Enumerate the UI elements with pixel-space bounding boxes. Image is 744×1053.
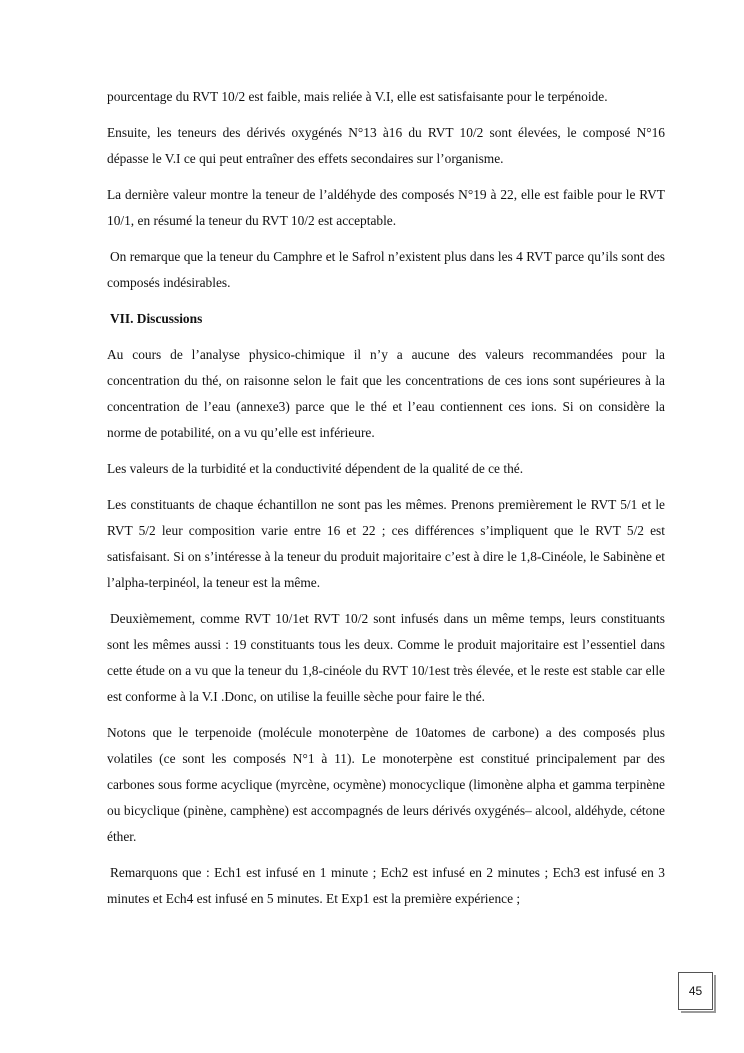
page-number (678, 972, 713, 1010)
paragraph: Ensuite, les teneurs des dérivés oxygénés N°13 à16 du RVT 10/2 sont élevées, le composé N°16 dépasse le V.I ce qui peut entraîner des effets secondaires sur l’organisme. (107, 125, 665, 166)
paragraph: pourcentage du RVT 10/2 est faible, mais reliée à V.I, elle est satisfaisante pour le terpénoide. (107, 89, 608, 104)
paragraph: Les valeurs de la turbidité et la conductivité dépendent de la qualité de ce thé. (107, 461, 524, 476)
paragraph: Remarquons que : Ech1 est infusé en 1 minute ; Ech2 est infusé en 2 minutes ; Ech3 est infusé en 3 minutes et Ech4 est infusé en 5 minutes. Et Exp1 est la première expérience ; (107, 865, 665, 906)
paragraph: La dernière valeur montre la teneur de l’aldéhyde des composés N°19 à 22, elle est faible pour le RVT 10/1, en résumé la teneur du RVT 10/2 est acceptable. (107, 187, 665, 228)
paragraph: Au cours de l’analyse physico-chimique il n’y a aucune des valeurs recommandées pour la concentration du thé, on raisonne selon le fait que les concentrations de ces ions sont supérieures à la concentration de l’eau (annexe3) parce que le thé et l’eau contiennent ces ions. Si on considère la norme de potabilité, on a vu qu’elle est inférieure. (107, 347, 665, 440)
page-number-label: 45 (688, 984, 703, 998)
section-heading: VII. Discussions (110, 311, 203, 326)
paragraph: Notons que le terpenoide (molécule monoterpène de 10atomes de carbone) a des composés plus volatiles (ce sont les composés N°1 à 11). Le monoterpène est constitué principalement par des carbones sous forme acyclique (myrcène, ocymène) monocyclique (limonène alpha et gamma terpinène ou bicyclique (pinène, camphène) est accompagnés de leurs dérivés oxygénés– alcool, aldéhyde, cétone éther. (107, 725, 665, 844)
paragraph: Deuxièmement, comme RVT 10/1et RVT 10/2 sont infusés dans un même temps, leurs constituants sont les mêmes aussi : 19 constituants tous les deux. Comme le produit majoritaire est l’essentiel dans cette étude on a vu que la teneur du 1,8-cinéole du RVT 10/1est très élevée, et le reste est stable car elle est conforme à la V.I .Donc, on utilise la feuille sèche pour faire le thé. (107, 611, 665, 704)
page-body (107, 84, 665, 922)
paragraph: On remarque que la teneur du Camphre et le Safrol n’existent plus dans les 4 RVT parce qu’ils sont des composés indésirables. (107, 249, 665, 290)
paragraph: Les constituants de chaque échantillon ne sont pas les mêmes. Prenons premièrement le RVT 5/1 et le RVT 5/2 leur composition varie entre 16 et 22 ; ces différences s’impliquent que le RVT 5/2 est satisfaisant. Si on s’intéresse à la teneur du produit majoritaire c’est à dire le 1,8-Cinéole, le Sabinène et l’alpha-terpinéol, la teneur est la même. (107, 497, 665, 590)
